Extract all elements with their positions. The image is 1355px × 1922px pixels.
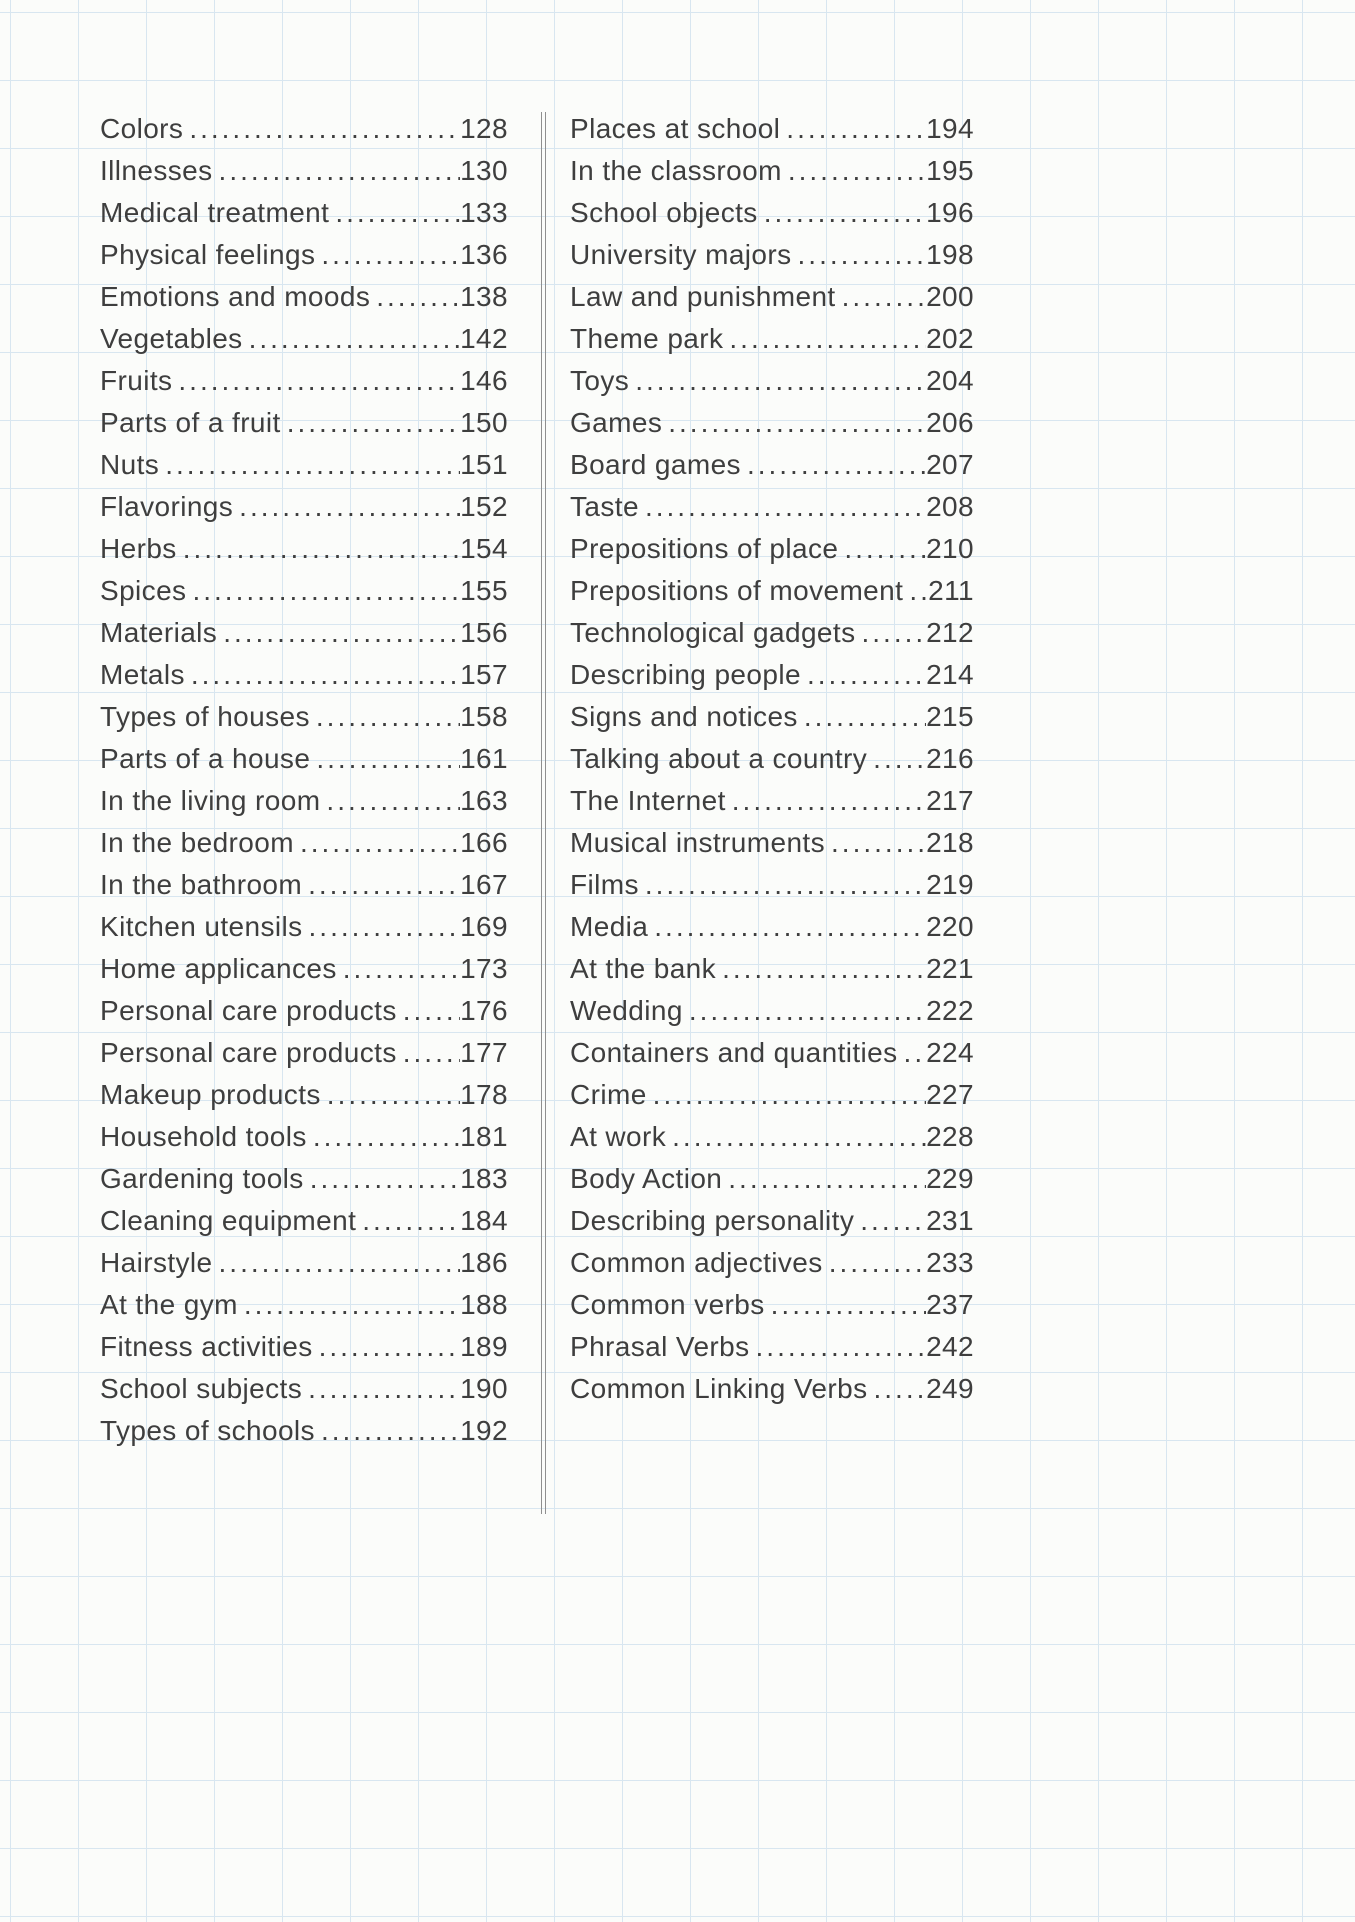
toc-entry-title: Physical feelings [100,239,316,270]
toc-entry-title: Prepositions of movement [570,575,904,606]
toc-leader-dots [315,234,460,276]
toc-column-right [570,108,974,1410]
toc-entry-title: The Internet [570,785,726,816]
toc-entry [100,948,508,990]
toc-entry-page: 151 [460,449,508,480]
toc-leader-dots [370,276,460,318]
toc-entry-page: 211 [928,575,974,606]
toc-entry [100,864,508,906]
toc-entry-title: Parts of a fruit [100,407,281,438]
toc-entry-title: In the classroom [570,155,782,186]
toc-entry-title: Board games [570,449,741,480]
toc-entry-title: Flavorings [100,491,234,522]
toc-entry [100,1074,508,1116]
toc-entry [570,948,974,990]
toc-entry-title: Materials [100,617,218,648]
toc-entry-title: Films [570,869,639,900]
toc-entry-page: 192 [460,1415,508,1446]
toc-leader-dots [397,1032,460,1074]
toc-entry-page: 202 [926,323,974,354]
toc-entry [570,276,974,318]
toc-entry-page: 138 [460,281,508,312]
toc-entry-page: 150 [460,407,508,438]
toc-entry-page: 222 [926,995,974,1026]
toc-entry-page: 136 [460,239,508,270]
toc-leader-dots [294,822,460,864]
toc-entry-page: 208 [926,491,974,522]
toc-entry [100,612,508,654]
toc-entry-title: At the gym [100,1289,238,1320]
toc-entry-page: 200 [926,281,974,312]
toc-leader-dots [186,570,460,612]
toc-entry-page: 218 [926,827,974,858]
toc-entry-page: 229 [926,1163,974,1194]
toc-entry-title: Makeup products [100,1079,321,1110]
toc-entry-title: Personal care products [100,1037,397,1068]
toc-leader-dots [313,1326,460,1368]
toc-entry-page: 190 [460,1373,508,1404]
toc-entry-page: 152 [460,491,508,522]
toc-entry-page: 242 [926,1331,974,1362]
toc-entry-title: Cleaning equipment [100,1205,357,1236]
toc-entry [570,528,974,570]
toc-entry-title: Gardening tools [100,1163,304,1194]
toc-entry [570,1242,974,1284]
toc-entry-page: 154 [460,533,508,564]
toc-entry [100,738,508,780]
toc-leader-dots [238,1284,460,1326]
toc-entry-page: 155 [460,575,508,606]
toc-entry-page: 146 [460,365,508,396]
toc-entry [100,1410,508,1452]
toc-entry-title: Vegetables [100,323,243,354]
toc-leader-dots [782,150,926,192]
toc-entry-page: 188 [460,1289,508,1320]
toc-entry-title: Media [570,911,649,942]
toc-entry [100,780,508,822]
toc-entry [100,402,508,444]
toc-entry-page: 161 [460,743,508,774]
toc-entry-title: Personal care products [100,995,397,1026]
toc-leader-dots [801,654,926,696]
toc-entry-title: Medical treatment [100,197,330,228]
toc-entry-page: 249 [926,1373,974,1404]
toc-leader-dots [337,948,460,990]
toc-entry-page: 237 [926,1289,974,1320]
toc-entry-title: Containers and quantities [570,1037,898,1068]
toc-entry-title: Types of schools [100,1415,315,1446]
toc-entry-title: Spices [100,575,187,606]
toc-leader-dots [716,948,926,990]
toc-leader-dots [302,1368,460,1410]
toc-leader-dots [765,1284,926,1326]
toc-entry-page: 228 [926,1121,974,1152]
toc-entry-page: 186 [460,1247,508,1278]
toc-leader-dots [172,360,460,402]
toc-entry-page: 158 [460,701,508,732]
toc-leader-dots [329,192,460,234]
toc-entry [570,360,974,402]
toc-entry [100,1242,508,1284]
toc-entry-page: 231 [926,1205,974,1236]
toc-leader-dots [243,318,461,360]
toc-entry-page: 196 [926,197,974,228]
toc-entry [570,906,974,948]
toc-entry-title: Fitness activities [100,1331,313,1362]
toc-entry-page: 173 [460,953,508,984]
toc-leader-dots [302,864,460,906]
toc-entry-page: 214 [926,659,974,690]
toc-entry [570,696,974,738]
toc-entry [100,192,508,234]
toc-leader-dots [741,444,926,486]
toc-leader-dots [867,738,926,780]
toc-entry-title: At the bank [570,953,717,984]
toc-entry-page: 166 [460,827,508,858]
toc-leader-dots [867,1368,926,1410]
toc-entry-title: Metals [100,659,185,690]
toc-entry-title: Law and punishment [570,281,836,312]
toc-leader-dots [304,1158,460,1200]
toc-entry-title: Herbs [100,533,177,564]
toc-entry-title: Crime [570,1079,647,1110]
toc-entry-page: 177 [460,1037,508,1068]
toc-entry-page: 157 [460,659,508,690]
toc-entry-title: Describing people [570,659,801,690]
toc-leader-dots [792,234,927,276]
toc-entry [570,318,974,360]
toc-entry-title: Phrasal Verbs [570,1331,750,1362]
toc-entry [570,1116,974,1158]
toc-entry-title: Colors [100,113,184,144]
toc-entry [570,570,974,612]
toc-leader-dots [683,990,926,1032]
toc-entry-title: Talking about a country [570,743,868,774]
toc-leader-dots [726,780,926,822]
toc-entry [100,1158,508,1200]
toc-leader-dots [310,738,460,780]
toc-entry-title: Fruits [100,365,173,396]
toc-entry [570,108,974,150]
toc-leader-dots [723,318,926,360]
toc-entry [570,738,974,780]
toc-entry [100,318,508,360]
toc-leader-dots [798,696,926,738]
toc-leader-dots [177,528,460,570]
toc-entry [100,1284,508,1326]
toc-entry [100,906,508,948]
toc-entry [570,150,974,192]
toc-leader-dots [213,1242,461,1284]
toc-entry [100,486,508,528]
toc-leader-dots [780,108,926,150]
toc-entry-page: 169 [460,911,508,942]
toc-entry-page: 156 [460,617,508,648]
toc-entry [570,1032,974,1074]
toc-entry-page: 220 [926,911,974,942]
toc-entry-title: Theme park [570,323,724,354]
toc-entry-title: Taste [570,491,639,522]
toc-entry-page: 215 [926,701,974,732]
toc-leader-dots [629,360,926,402]
toc-leader-dots [321,1074,460,1116]
toc-entry [100,696,508,738]
toc-entry-title: Hairstyle [100,1247,213,1278]
toc-leader-dots [315,1410,460,1452]
toc-leader-dots [217,612,460,654]
toc-entry [100,150,508,192]
toc-entry [570,612,974,654]
toc-leader-dots [856,612,927,654]
toc-entry [100,276,508,318]
toc-entry-page: 216 [926,743,974,774]
toc-entry-page: 212 [926,617,974,648]
toc-entry-title: School subjects [100,1373,303,1404]
toc-leader-dots [213,150,461,192]
toc-leader-dots [666,1116,926,1158]
toc-leader-dots [825,822,926,864]
toc-entry [570,780,974,822]
toc-leader-dots [836,276,926,318]
toc-entry-title: Emotions and moods [100,281,371,312]
toc-entry-page: 217 [926,785,974,816]
toc-entry-title: In the bedroom [100,827,294,858]
toc-entry-title: Technological gadgets [570,617,856,648]
toc-entry-page: 195 [926,155,974,186]
toc-entry-page: 133 [460,197,508,228]
toc-leader-dots [750,1326,927,1368]
toc-entry-title: In the living room [100,785,321,816]
toc-leader-dots [233,486,460,528]
toc-entry-page: 181 [460,1121,508,1152]
toc-leader-dots [183,108,460,150]
toc-entry [100,528,508,570]
toc-leader-dots [307,1116,460,1158]
toc-entry-page: 130 [460,155,508,186]
toc-entry-page: 206 [926,407,974,438]
toc-entry-page: 128 [460,113,508,144]
toc-entry-page: 219 [926,869,974,900]
toc-entry-page: 163 [460,785,508,816]
toc-leader-dots [662,402,926,444]
toc-column-left [100,108,508,1452]
toc-entry-title: Describing personality [570,1205,855,1236]
column-divider [541,112,546,1514]
toc-entry-title: University majors [570,239,792,270]
toc-entry-title: At work [570,1121,667,1152]
toc-entry [100,990,508,1032]
toc-entry-page: 221 [926,953,974,984]
toc-entry-title: Nuts [100,449,160,480]
toc-entry-title: Parts of a house [100,743,311,774]
toc-entry-page: 204 [926,365,974,396]
toc-entry-page: 224 [926,1037,974,1068]
toc-entry-title: Common verbs [570,1289,765,1320]
toc-entry-page: 198 [926,239,974,270]
toc-leader-dots [648,906,926,948]
toc-leader-dots [356,1200,460,1242]
toc-entry-title: Kitchen utensils [100,911,303,942]
toc-entry [100,570,508,612]
toc-entry-title: School objects [570,197,758,228]
toc-leader-dots [159,444,460,486]
toc-leader-dots [320,780,460,822]
toc-leader-dots [639,864,926,906]
toc-leader-dots [397,990,460,1032]
toc-entry [570,1284,974,1326]
toc-entry [570,654,974,696]
toc-entry-page: 207 [926,449,974,480]
toc-entry [100,1326,508,1368]
toc-entry-title: Types of houses [100,701,310,732]
toc-entry [570,1074,974,1116]
toc-entry-page: 233 [926,1247,974,1278]
toc-leader-dots [758,192,926,234]
toc-entry [100,822,508,864]
toc-leader-dots [823,1242,926,1284]
toc-leader-dots [185,654,460,696]
toc-leader-dots [854,1200,926,1242]
toc-leader-dots [722,1158,926,1200]
toc-leader-dots [639,486,926,528]
toc-entry [100,654,508,696]
toc-entry-page: 189 [460,1331,508,1362]
toc-entry [570,486,974,528]
toc-entry-title: Illnesses [100,155,213,186]
toc-entry [100,108,508,150]
toc-entry [570,1200,974,1242]
toc-entry-title: In the bathroom [100,869,303,900]
toc-leader-dots [303,906,461,948]
toc-entry-page: 176 [460,995,508,1026]
toc-entry-page: 178 [460,1079,508,1110]
toc-entry [570,990,974,1032]
toc-entry-title: Games [570,407,663,438]
toc-entry-title: Prepositions of place [570,533,839,564]
toc-entry-title: Toys [570,365,630,396]
toc-entry-title: Places at school [570,113,781,144]
toc-entry [570,864,974,906]
toc-entry-page: 184 [460,1205,508,1236]
toc-leader-dots [310,696,460,738]
toc-entry [100,1368,508,1410]
toc-entry-page: 142 [460,323,508,354]
toc-entry [570,1368,974,1410]
toc-entry-page: 210 [926,533,974,564]
toc-leader-dots [838,528,926,570]
toc-entry-title: Household tools [100,1121,307,1152]
toc-entry-title: Common adjectives [570,1247,823,1278]
toc-entry [100,1116,508,1158]
toc-entry [100,1200,508,1242]
toc-entry-title: Musical instruments [570,827,826,858]
toc-entry [570,192,974,234]
toc-entry [570,1158,974,1200]
toc-entry [570,234,974,276]
toc-entry-page: 227 [926,1079,974,1110]
toc-entry-page: 183 [460,1163,508,1194]
toc-entry [570,444,974,486]
toc-entry-title: Body Action [570,1163,723,1194]
toc-entry-title: Home applicances [100,953,337,984]
toc-entry [570,402,974,444]
toc-entry [100,1032,508,1074]
toc-leader-dots [903,570,928,612]
toc-entry-page: 167 [460,869,508,900]
toc-entry-page: 194 [926,113,974,144]
toc-leader-dots [647,1074,926,1116]
toc-entry [100,444,508,486]
toc-leader-dots [898,1032,927,1074]
toc-entry [570,1326,974,1368]
toc-leader-dots [281,402,460,444]
toc-entry-title: Wedding [570,995,683,1026]
toc-entry-title: Common Linking Verbs [570,1373,868,1404]
toc-entry [570,822,974,864]
toc-entry [100,234,508,276]
toc-entry-title: Signs and notices [570,701,798,732]
toc-entry [100,360,508,402]
